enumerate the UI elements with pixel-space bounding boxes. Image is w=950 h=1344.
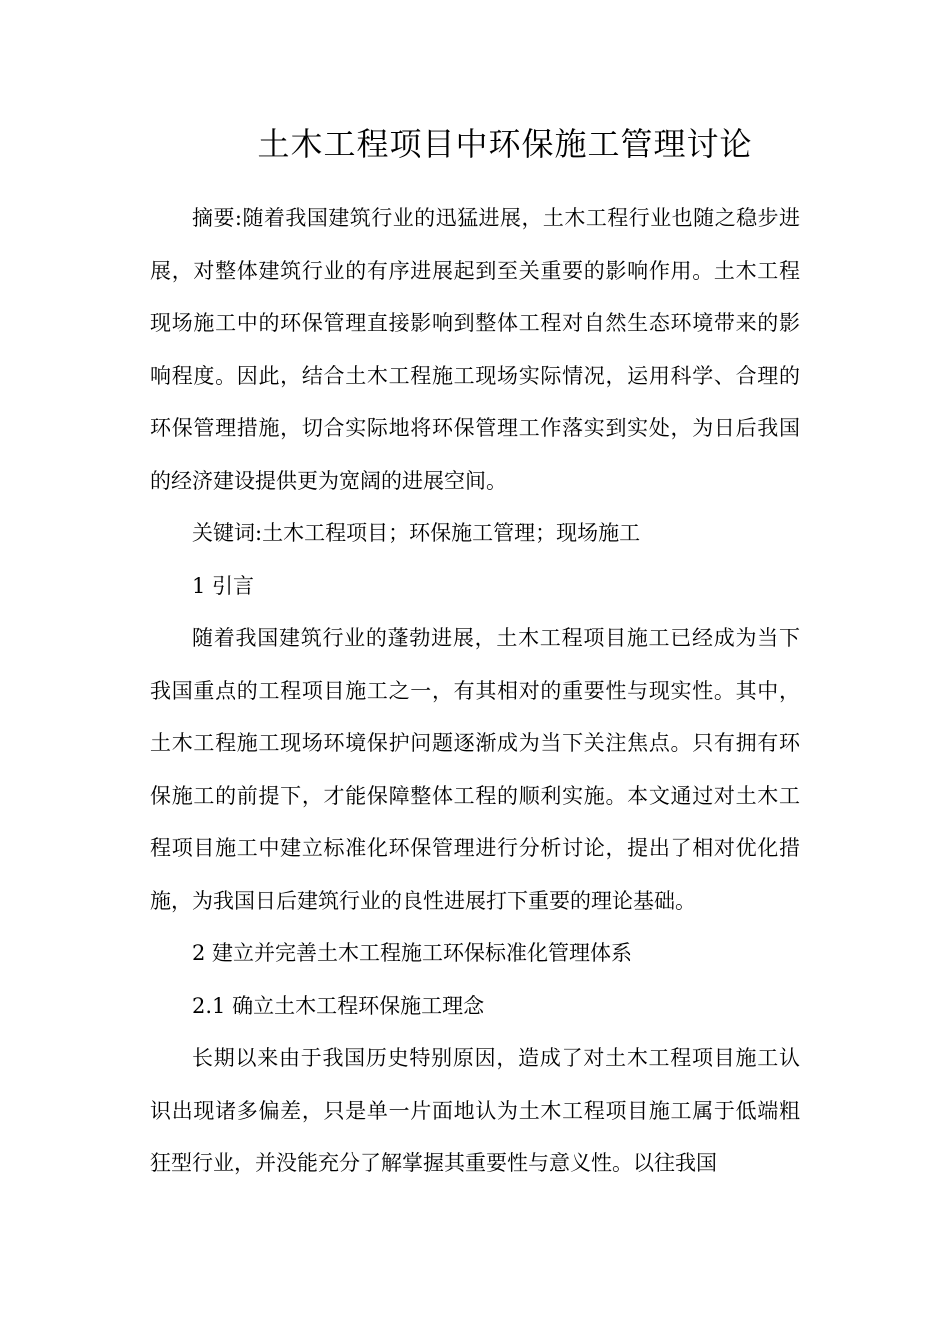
keywords-paragraph: 关键词:土木工程项目；环保施工管理；现场施工 <box>192 521 641 545</box>
subsection-heading-2-1: 2.1 确立土木工程环保施工理念 <box>192 993 485 1018</box>
section-heading-2: 2 建立并完善土木工程施工环保标准化管理体系 <box>192 941 633 965</box>
abstract-paragraph: 摘要:随着我国建筑行业的迅猛进展，土木工程行业也随之稳步进展，对整体建筑行业的有序进展起到至关重要的影响作用。土木工程现场施工中的环保管理直接影响到整体工程对自然生态环境带来的影响程度。因此，结合土木工程施工现场实际情况，运用科学、合理的环保管理措施，切合实际地将环保管理工作落实到实处，为日后我国的经济建设提供更为宽阔的进展空间。 <box>150 206 800 493</box>
document-body <box>150 192 800 1190</box>
intro-paragraph: 随着我国建筑行业的蓬勃进展，土木工程项目施工已经成为当下我国重点的工程项目施工之一，有其相对的重要性与现实性。其中，土木工程施工现场环境保护问题逐渐成为当下关注焦点。只有拥有环保施工的前提下，才能保障整体工程的顺利实施。本文通过对土木工程项目施工中建立标准化环保管理进行分析讨论，提出了相对优化措施，为我国日后建筑行业的良性进展打下重要的理论基础。 <box>150 626 800 913</box>
section-heading-1: 1 引言 <box>192 573 255 598</box>
document-title: 土木工程项目中环保施工管理讨论 <box>257 125 753 163</box>
body-paragraph: 长期以来由于我国历史特别原因，造成了对土木工程项目施工认识出现诸多偏差，只是单一片面地认为土木工程项目施工属于低端粗狂型行业，并没能充分了解掌握其重要性与意义性。以往我国 <box>150 1046 800 1175</box>
